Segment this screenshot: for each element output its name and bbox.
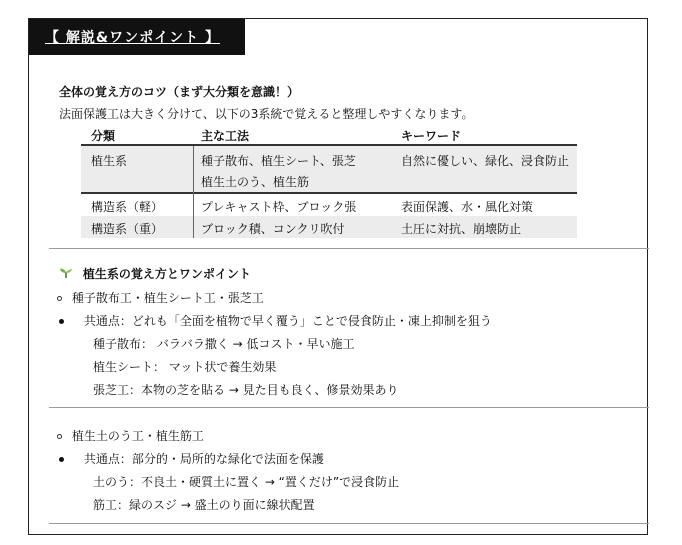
table-cell-methods: 種子散布、植生シート、張芝 — [201, 154, 356, 168]
table-cell-methods-line2: 植生土のう、植生筋 — [201, 175, 310, 189]
table-cell-keyword: 自然に優しい、緑化、浸食防止 — [401, 154, 570, 168]
list-item: 張芝工：本物の芝を貼る → 見た目も良く、修景効果あり — [93, 383, 399, 397]
intro-heading: 全体の覚え方のコツ（まず大分類を意識！） — [59, 85, 300, 99]
section-header-tab — [29, 19, 245, 55]
table-row — [81, 146, 577, 192]
list-item: 土のう：不良土・硬質土に置く → “置くだけ”で浸食防止 — [93, 475, 400, 489]
document-frame — [28, 18, 648, 535]
sprout-icon — [59, 267, 73, 282]
table-header-methods: 主な工法 — [201, 129, 250, 143]
table-cell-category: 構造系（軽） — [91, 200, 164, 214]
section2-subheading: 植生土のう工・植生筋工 — [71, 429, 204, 443]
section-divider — [49, 523, 649, 524]
bullet-icon — [59, 457, 64, 462]
ring-bullet-icon — [57, 434, 62, 439]
table-header-category: 分類 — [91, 129, 116, 143]
section-divider — [49, 248, 649, 249]
list-item: 筋工：緑のスジ → 盛土のり面に線状配置 — [93, 498, 315, 512]
section2-subheading-row — [57, 427, 204, 444]
section2-common: 共通点：部分的・局所的な緑化で法面を保護 — [83, 452, 324, 466]
list-item: 植生シート： マット状で養生効果 — [93, 360, 277, 374]
section1-common-row — [59, 312, 492, 329]
section1-title: 植生系の覚え方とワンポイント — [82, 267, 251, 281]
table-cell-category: 構造系（重） — [91, 222, 164, 236]
table-cell-keyword: 土圧に対抗、崩壊防止 — [401, 222, 522, 236]
table-column-divider — [193, 146, 194, 238]
section1-subheading: 種子散布工・植生シート工・張芝工 — [71, 291, 264, 305]
header-title: 【 解説&ワンポイント 】 — [45, 30, 220, 46]
section2-common-row — [59, 450, 324, 467]
bullet-icon — [59, 319, 64, 324]
table-header-keywords: キーワード — [401, 129, 462, 143]
section1-title-row — [59, 265, 251, 282]
table-cell-methods: ブロック積、コンクリ吹付 — [201, 222, 345, 236]
section1-subheading-row — [57, 289, 264, 306]
table-row — [81, 194, 577, 216]
list-item: 種子散布： バラバラ撒く → 低コスト・早い施工 — [93, 337, 355, 351]
table-row — [81, 216, 577, 238]
ring-bullet-icon — [57, 296, 62, 301]
intro-lead: 法面保護工は大きく分けて、以下の3系統で覚えると整理しやすくなります。 — [59, 107, 474, 121]
table-cell-keyword: 表面保護、水・風化対策 — [401, 200, 534, 214]
section-divider — [49, 407, 649, 408]
section1-common: 共通点：どれも「全面を植物で早く覆う」ことで侵食防止・凍上抑制を狙う — [83, 314, 492, 328]
table-header-row — [81, 123, 577, 145]
table-cell-category: 植生系 — [91, 154, 128, 168]
table-cell-methods: プレキャスト枠、ブロック張 — [201, 200, 357, 214]
